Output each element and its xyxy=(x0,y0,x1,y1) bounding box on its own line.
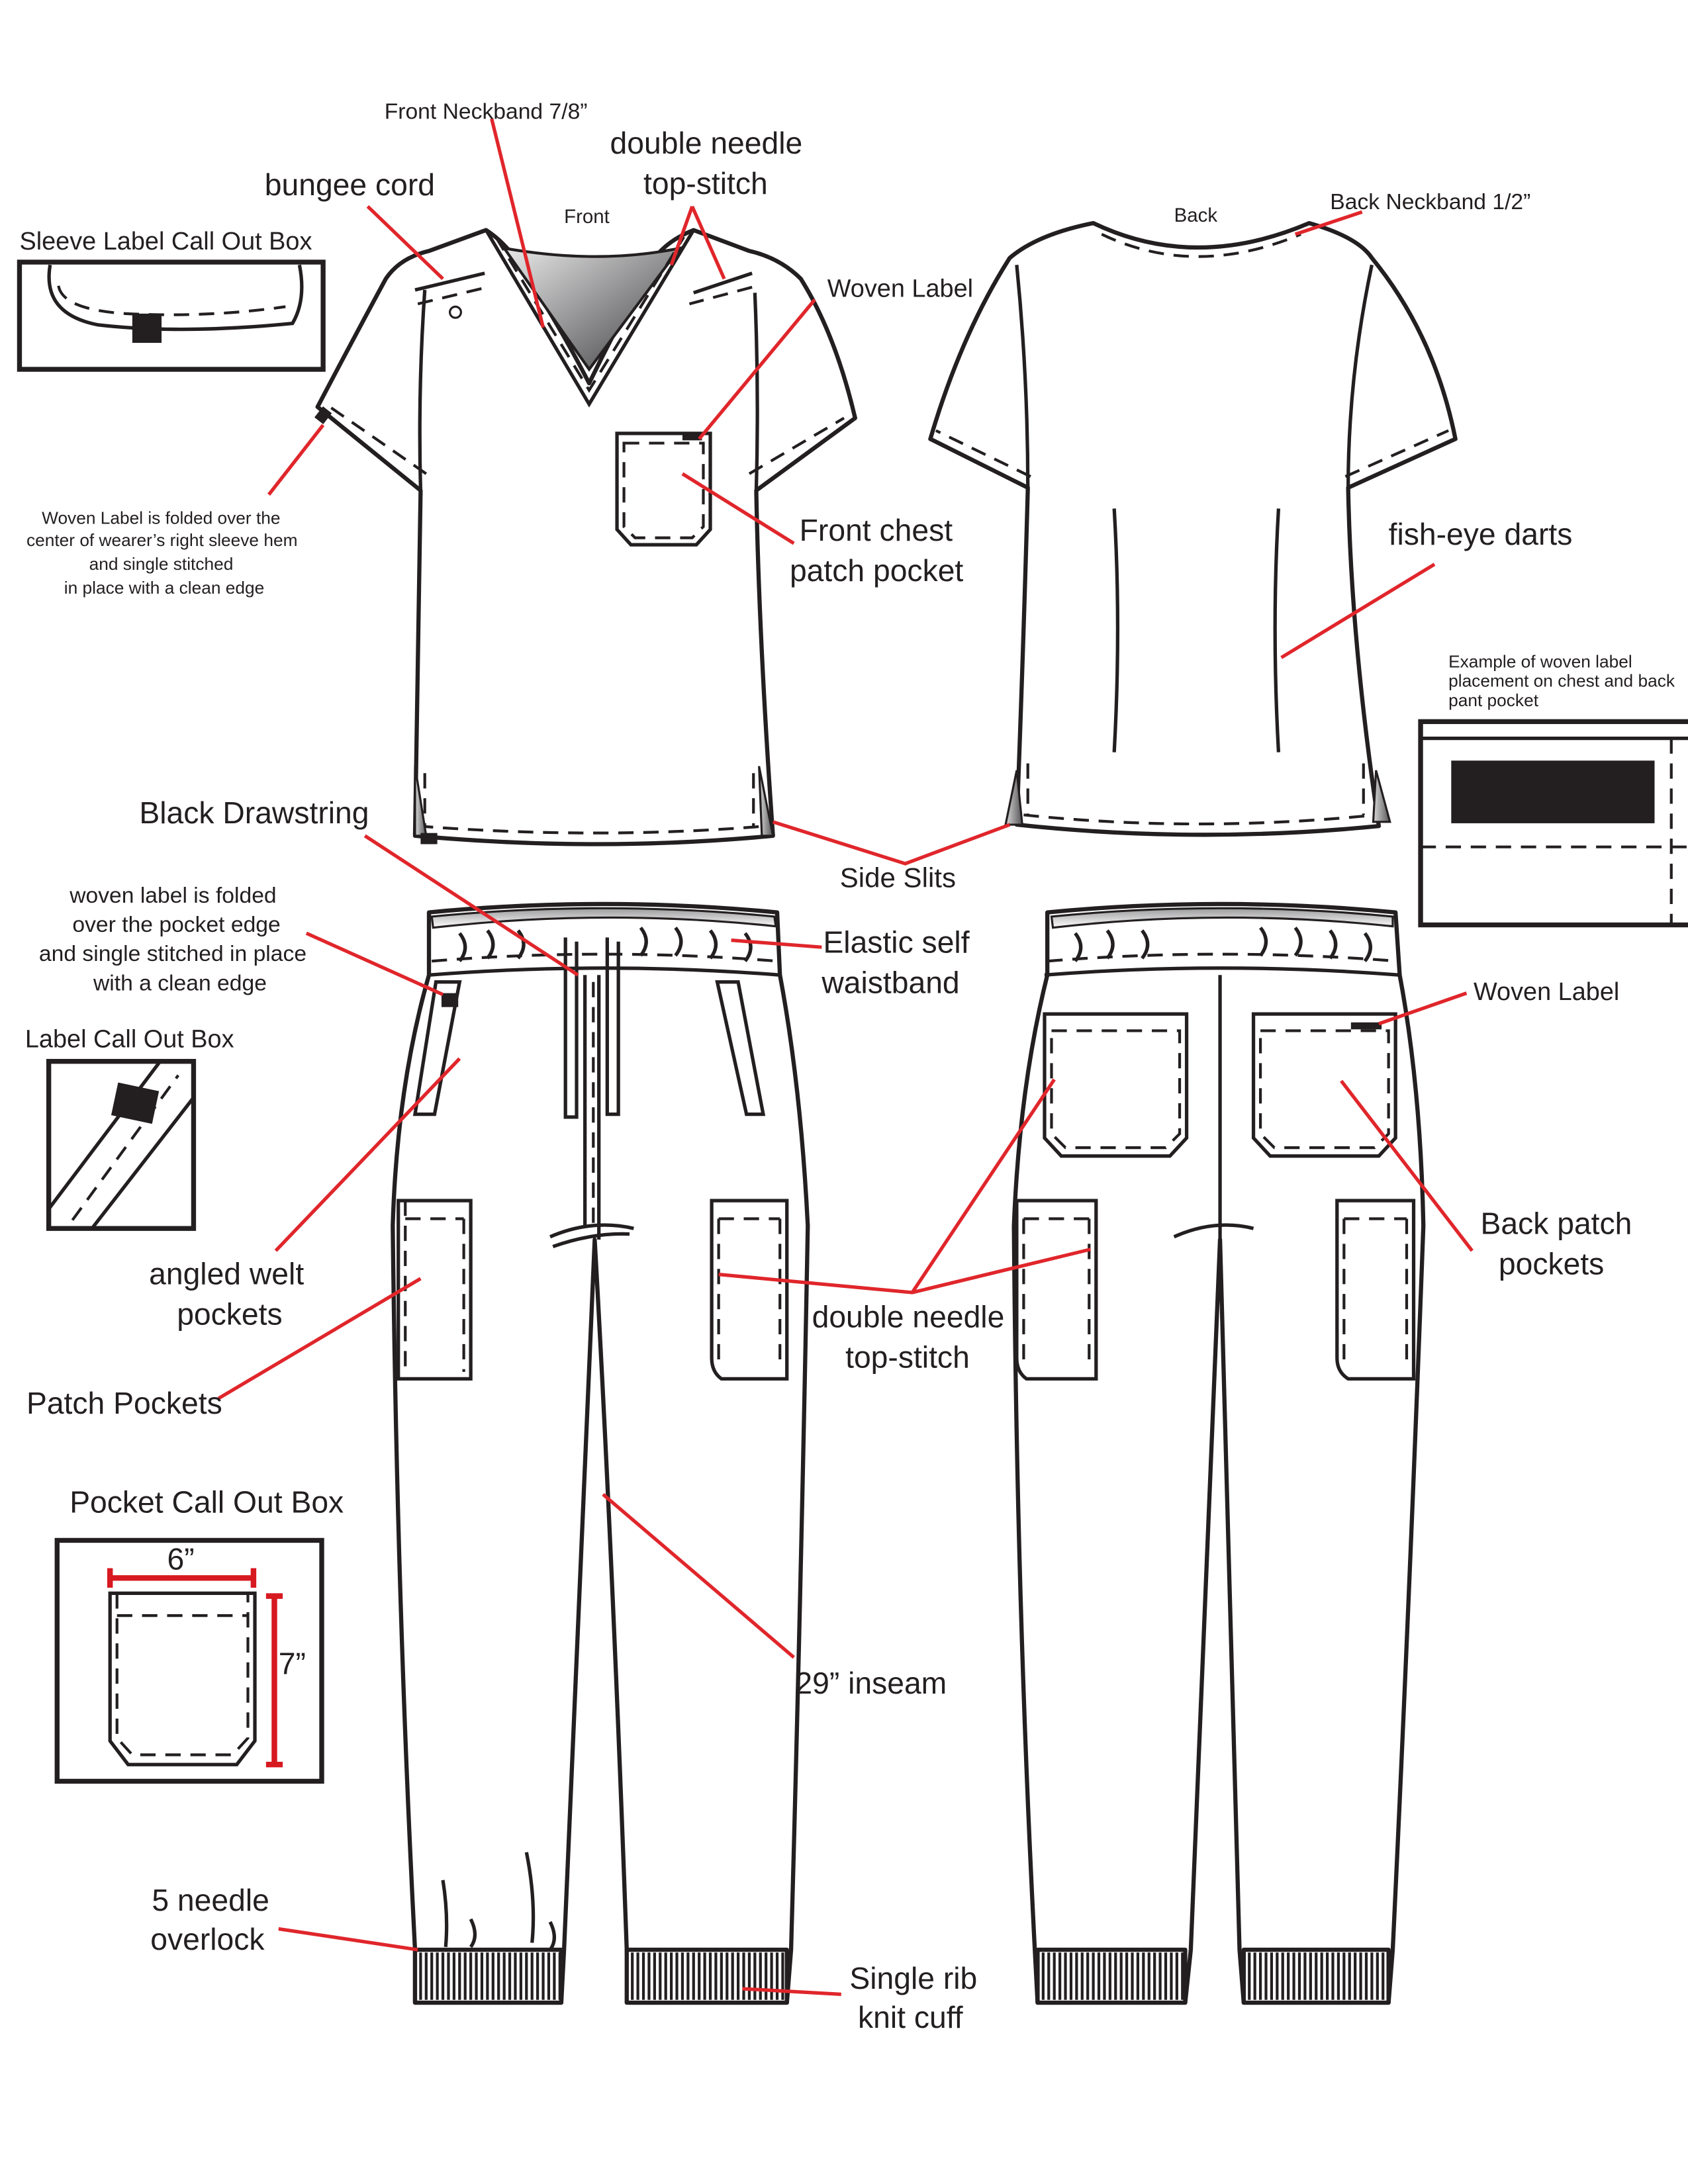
pocket-label-note-1: woven label is folded xyxy=(70,883,277,908)
overlock-label-1: 5 needle xyxy=(152,1883,269,1918)
sleeve-label-callout-box xyxy=(19,262,323,369)
bungee-cord-label: bungee cord xyxy=(264,167,436,203)
back-patch-label-1: Back patch xyxy=(1480,1206,1632,1241)
front-left-cuff xyxy=(415,1950,561,2003)
sleeve-label-note-1: Woven Label is folded over the xyxy=(42,508,281,528)
back-top xyxy=(930,223,1455,835)
rib-cuff-label-2: knit cuff xyxy=(858,1999,963,2034)
woven-label-example-box xyxy=(1421,721,1688,925)
pocket-label-note-3: and single stitched in place xyxy=(38,942,307,967)
double-needle-pant-label-2: top-stitch xyxy=(845,1340,970,1375)
view-label-back: Back xyxy=(1174,205,1218,227)
woven-label-top-label: Woven Label xyxy=(827,275,974,303)
elastic-waistband-label-2: waistband xyxy=(821,965,960,1000)
double-needle-top-label-1: double needle xyxy=(610,125,803,160)
front-chest-pocket-label-1: Front chest xyxy=(799,512,953,547)
back-left-cuff xyxy=(1037,1950,1185,2003)
back-right-cuff xyxy=(1244,1950,1389,2003)
side-slits-label: Side Slits xyxy=(839,862,957,893)
rib-cuff-label-1: Single rib xyxy=(849,1960,978,1995)
double-needle-top-label-2: top-stitch xyxy=(643,165,768,201)
sleeve-label-box-title: Sleeve Label Call Out Box xyxy=(19,228,312,256)
elastic-waistband-label-1: Elastic self xyxy=(823,925,970,960)
sleeve-label-note-3: and single stitched xyxy=(89,554,234,574)
label-callout-box xyxy=(49,1062,194,1228)
pocket-label-note-2: over the pocket edge xyxy=(72,913,281,938)
pocket-box-title: Pocket Call Out Box xyxy=(70,1484,344,1520)
front-right-cuff xyxy=(627,1950,787,2003)
pocket-width-label: 6” xyxy=(167,1541,195,1576)
sleeve-label-note-2: center of wearer’s right sleeve hem xyxy=(26,530,298,551)
pocket-height-label: 7” xyxy=(278,1646,306,1681)
front-pant xyxy=(393,904,808,2003)
front-neckband-label: Front Neckband 7/8” xyxy=(384,99,588,124)
back-neckband-label: Back Neckband 1/2” xyxy=(1330,190,1531,215)
patch-pockets-label: Patch Pockets xyxy=(26,1386,222,1421)
double-needle-pant-label-1: double needle xyxy=(812,1299,1005,1334)
angled-welt-label-1: angled welt xyxy=(149,1256,305,1291)
cuff-outline xyxy=(627,1950,787,2003)
front-chest-pocket-label-2: patch pocket xyxy=(789,553,964,588)
woven-label-example-1: Example of woven label xyxy=(1448,651,1632,672)
back-pant xyxy=(1014,904,1424,2003)
label-box-title: Label Call Out Box xyxy=(24,1025,234,1054)
view-label-front: Front xyxy=(564,206,610,228)
woven-label-example-3: pant pocket xyxy=(1448,690,1539,711)
sleeve-label-note-4: in place with a clean edge xyxy=(64,577,265,598)
inseam-label: 29” inseam xyxy=(795,1665,947,1700)
woven-label-example-2: placement on chest and back xyxy=(1448,670,1675,691)
angled-welt-label-2: pockets xyxy=(177,1297,283,1332)
back-patch-label-2: pockets xyxy=(1498,1246,1605,1281)
pocket-label-note-4: with a clean edge xyxy=(93,971,267,996)
black-drawstring-label: Black Drawstring xyxy=(139,795,369,830)
fish-eye-darts-label: fish-eye darts xyxy=(1388,517,1573,552)
overlock-label-2: overlock xyxy=(150,1922,265,1957)
front-top xyxy=(314,230,855,844)
woven-label-pant-label: Woven Label xyxy=(1473,978,1620,1007)
